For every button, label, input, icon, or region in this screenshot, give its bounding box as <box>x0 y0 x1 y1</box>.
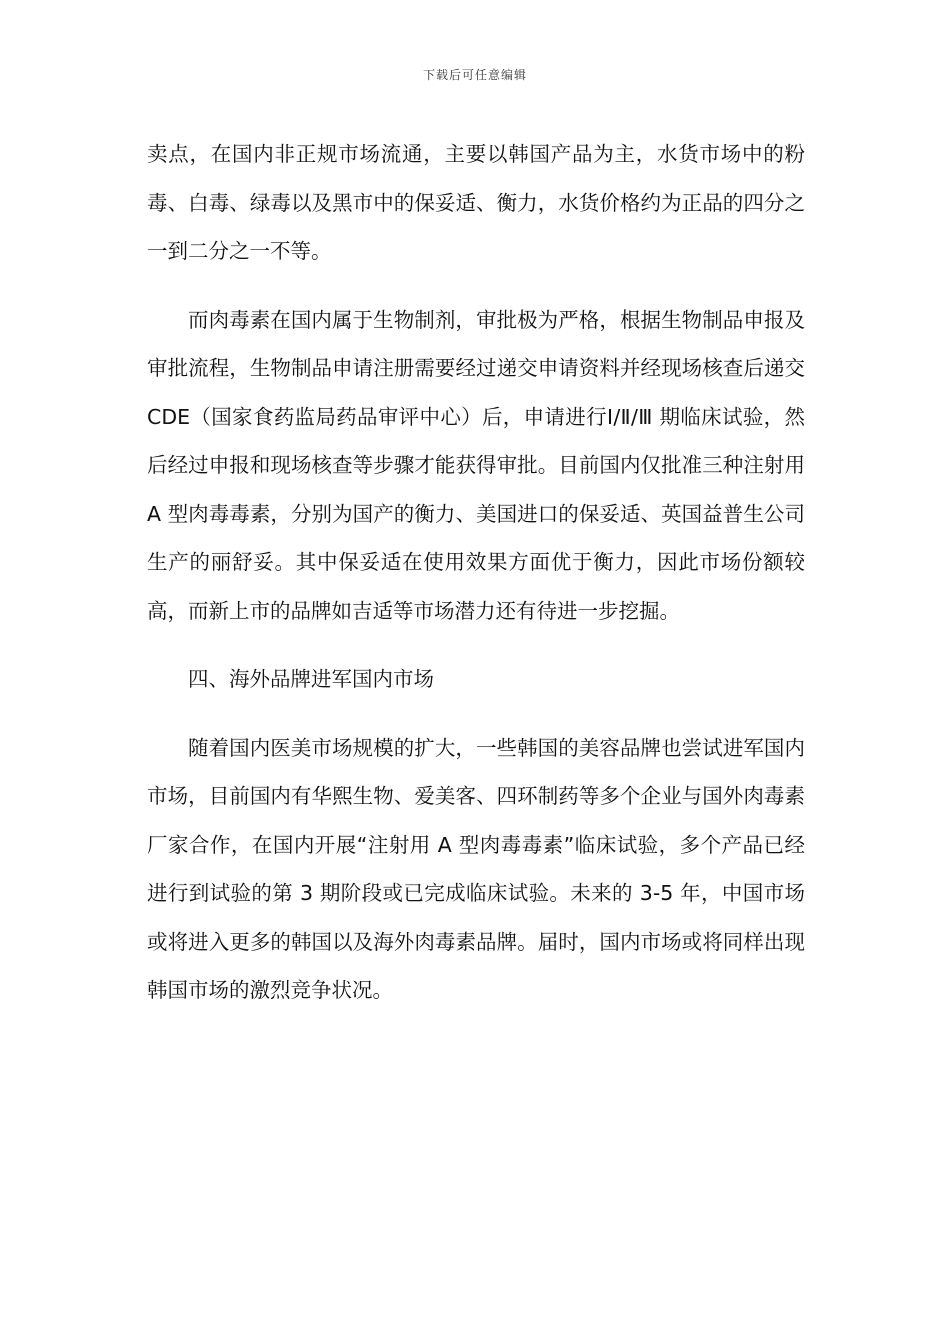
paragraph-gap <box>147 704 805 724</box>
page-header: 下载后可任意编辑 <box>422 68 527 82</box>
document-body <box>147 130 805 1015</box>
section-heading: 四、海外品牌进军国内市场 <box>188 667 434 691</box>
paragraph-gap <box>147 276 805 296</box>
paragraph-gap <box>147 635 805 655</box>
paragraph-approval: 而肉毒素在国内属于生物制剂，审批极为严格，根据生物制品申报及审批流程，生物制品申请注册需要经过递交申请资料并经现场核查后递交 CDE（国家食药监局药品审评中心）后，申请进行Ⅰ/Ⅱ/Ⅲ 期临床试验，然后经过申报和现场核查等步骤才能获得审批。目前国内仅批准三种注射用 A 型肉毒毒素，分别为国产的衡力、美国进口的保妥适、英国益普生公司生产的丽舒妥。其中保妥适在使用效果方面优于衡力，因此市场份额较高，而新上市的品牌如吉适等市场潜力还有待进一步挖掘。 <box>147 307 805 623</box>
paragraph-overseas-brands: 随着国内医美市场规模的扩大，一些韩国的美容品牌也尝试进军国内市场，目前国内有华熙生物、爱美客、四环制药等多个企业与国外肉毒素厂家合作，在国内开展“注射用 A 型肉毒毒素”临床试验，多个产品已经进行到试验的第 3 期阶段或已完成临床试验。未来的 3-5 年，中国市场或将进入更多的韩国以及海外肉毒素品牌。届时，国内市场或将同样出现韩国市场的激烈竞争状况。 <box>147 735 805 1002</box>
paragraph-continued: 卖点，在国内非正规市场流通，主要以韩国产品为主，水货市场中的粉毒、白毒、绿毒以及黑市中的保妥适、衡力，水货价格约为正品的四分之一到二分之一不等。 <box>147 142 805 263</box>
